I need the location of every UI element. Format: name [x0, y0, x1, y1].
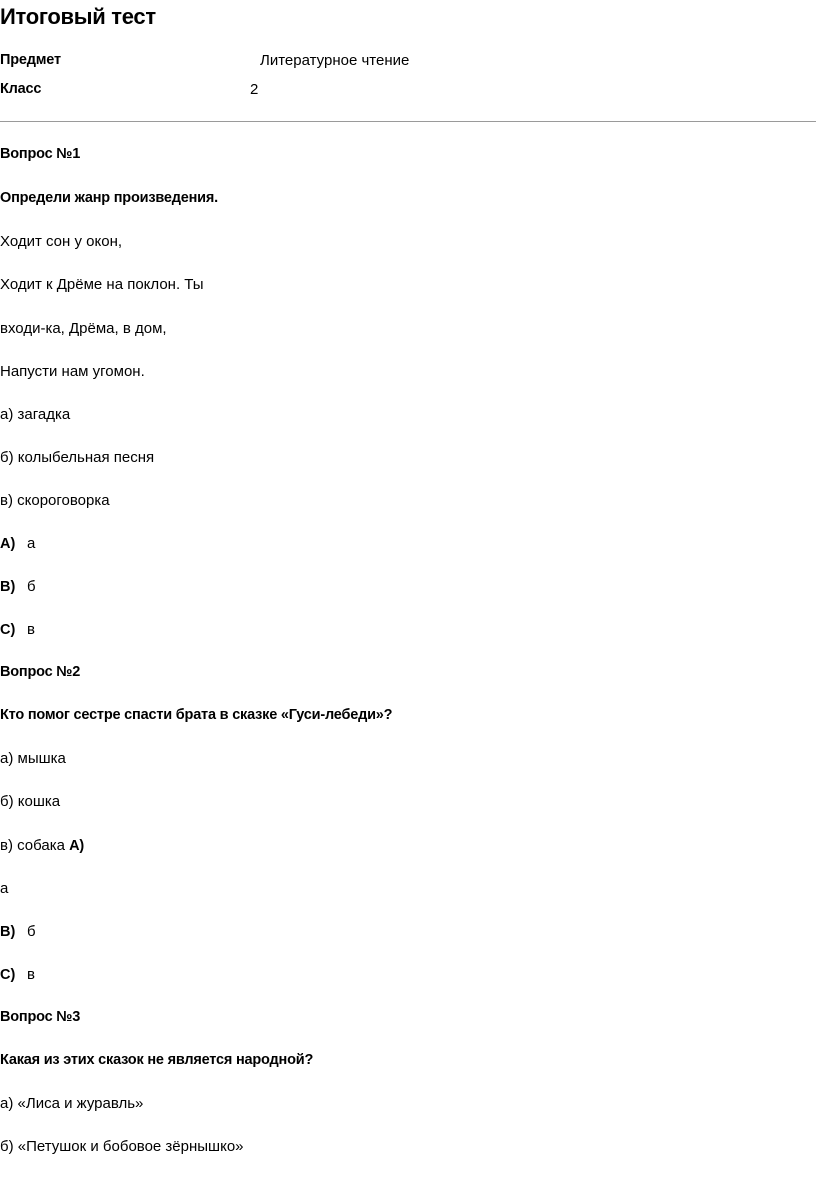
poem-line: Ходит сон у окон, — [0, 233, 123, 250]
answer-letter: C) — [0, 622, 16, 638]
question-2-prompt: Кто помог сестре спасти брата в сказке «Гуси-лебеди»? — [0, 707, 393, 723]
choice-item: а) мышка — [0, 750, 66, 767]
poem-line: входи-ка, Дрёма, в дом, — [0, 320, 167, 337]
grade-value: 2 — [250, 81, 259, 98]
answer-letter: A) — [0, 536, 16, 552]
answer-letter: B) — [0, 924, 16, 940]
answer-letter: A) — [69, 838, 85, 854]
choice-text: в) собака — [0, 837, 65, 854]
answer-text: б — [27, 923, 36, 940]
question-1-heading: Вопрос №1 — [0, 146, 81, 162]
choice-item — [0, 837, 84, 854]
grade-label: Класс — [0, 81, 42, 97]
answer-option-c[interactable] — [0, 621, 35, 638]
answer-option-a[interactable]: а — [0, 880, 9, 897]
page-title: Итоговый тест — [0, 4, 156, 29]
answer-text: а — [27, 535, 36, 552]
choice-item: б) колыбельная песня — [0, 449, 155, 466]
subject-label: Предмет — [0, 52, 61, 68]
question-1-prompt: Определи жанр произведения. — [0, 190, 218, 206]
poem-line: Напусти нам угомон. — [0, 363, 145, 380]
answer-option-b[interactable] — [0, 923, 36, 940]
choice-item: в) скороговорка — [0, 492, 110, 509]
question-3-prompt: Какая из этих сказок не является народной? — [0, 1052, 314, 1068]
answer-letter: C) — [0, 967, 16, 983]
choice-item: а) «Лиса и журавль» — [0, 1095, 144, 1112]
answer-option-c[interactable] — [0, 966, 35, 983]
subject-value: Литературное чтение — [260, 52, 410, 69]
poem-line: Ходит к Дрёме на поклон. Ты — [0, 276, 204, 293]
answer-text: в — [27, 966, 35, 983]
answer-letter: B) — [0, 579, 16, 595]
choice-item: б) «Петушок и бобовое зёрнышко» — [0, 1138, 244, 1155]
answer-option-a[interactable] — [0, 535, 35, 552]
choice-item: б) кошка — [0, 793, 61, 810]
answer-text: б — [27, 578, 36, 595]
answer-option-b[interactable] — [0, 578, 36, 595]
choice-item: а) загадка — [0, 406, 71, 423]
answer-text: в — [27, 621, 35, 638]
header-divider — [0, 121, 816, 122]
question-3-heading: Вопрос №3 — [0, 1009, 81, 1025]
question-2-heading: Вопрос №2 — [0, 664, 81, 680]
